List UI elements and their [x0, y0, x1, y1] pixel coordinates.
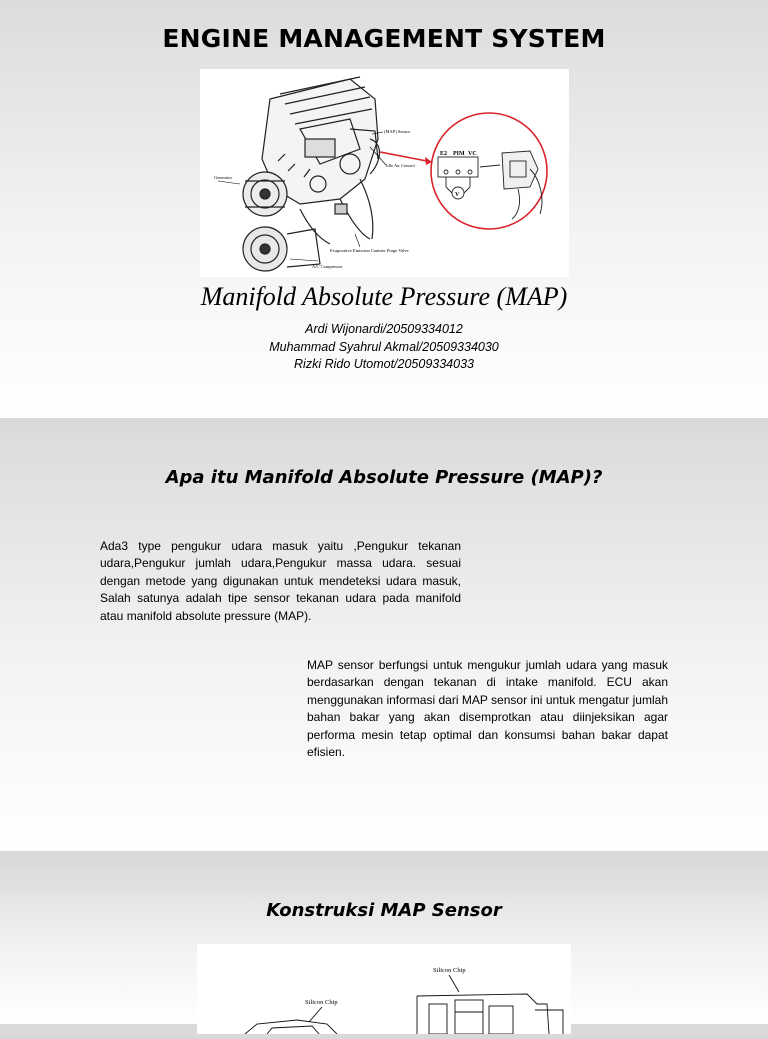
label-silicon-chip-right: Silicon Chip — [433, 967, 466, 974]
slide-title — [0, 0, 768, 418]
label-map-sensor: (MAP) Sensor — [384, 129, 411, 134]
map-sensor-construction-diagram — [197, 944, 571, 1034]
presentation-subtitle: Manifold Absolute Pressure (MAP) — [200, 282, 568, 311]
label-silicon-chip-left: Silicon Chip — [305, 999, 338, 1006]
construction-heading: Konstruksi MAP Sensor — [266, 900, 502, 921]
label-generator: Generator — [214, 175, 232, 180]
engine-diagram-svg — [200, 69, 569, 277]
label-idle-air-control: Idle Air Control — [386, 163, 415, 168]
paragraph-air-meter-types: Ada3 type pengukur udara masuk yaitu ,Pengukur tekanan udara,Pengukur jumlah udara,Pengukur massa udara. sesuai dengan metode yang digunakan untuk mendeteksi udara masuk, Salah satunya adalah tipe sensor tekanan udara pada manifold atau manifold absolute pressure (MAP). — [100, 539, 461, 623]
callout-arrow — [380, 152, 432, 162]
label-purge-valve: Evaporative Emission Canister Purge Valve — [330, 248, 409, 253]
construction-diagram-svg — [197, 944, 571, 1034]
author-list — [0, 321, 768, 374]
author-2: Muhammad Syahrul Akmal/20509334030 — [269, 339, 499, 354]
definition-heading: Apa itu Manifold Absolute Pressure (MAP)? — [165, 467, 603, 488]
paragraph-map-function: MAP sensor berfungsi untuk mengukur jumlah udara yang masuk berdasarkan dengan tekanan di intake manifold. ECU akan menggunakan informasi dari MAP sensor ini untuk mengatur jumlah bahan bakar yang akan disemprotkan atau diinjeksikan agar performa mesin tetap optimal dan konsumsi bahan bakar dapat efisien. — [307, 658, 668, 760]
label-pin-e2: E2 — [440, 151, 448, 157]
slide-title-heading: ENGINE MANAGEMENT SYSTEM — [162, 24, 606, 53]
label-meter: V — [455, 192, 460, 198]
label-ac-compressor: A/C Compressor — [312, 264, 343, 269]
slide-definition — [0, 433, 768, 851]
author-3: Rizki Rido Utomot/20509334033 — [294, 357, 474, 371]
label-pin-vc: VC — [468, 151, 477, 157]
engine-diagram — [200, 69, 569, 277]
author-1: Ardi Wijonardi/20509334012 — [305, 322, 463, 336]
slide-construction — [0, 866, 768, 1024]
label-pin-pim: PIM — [453, 151, 465, 157]
